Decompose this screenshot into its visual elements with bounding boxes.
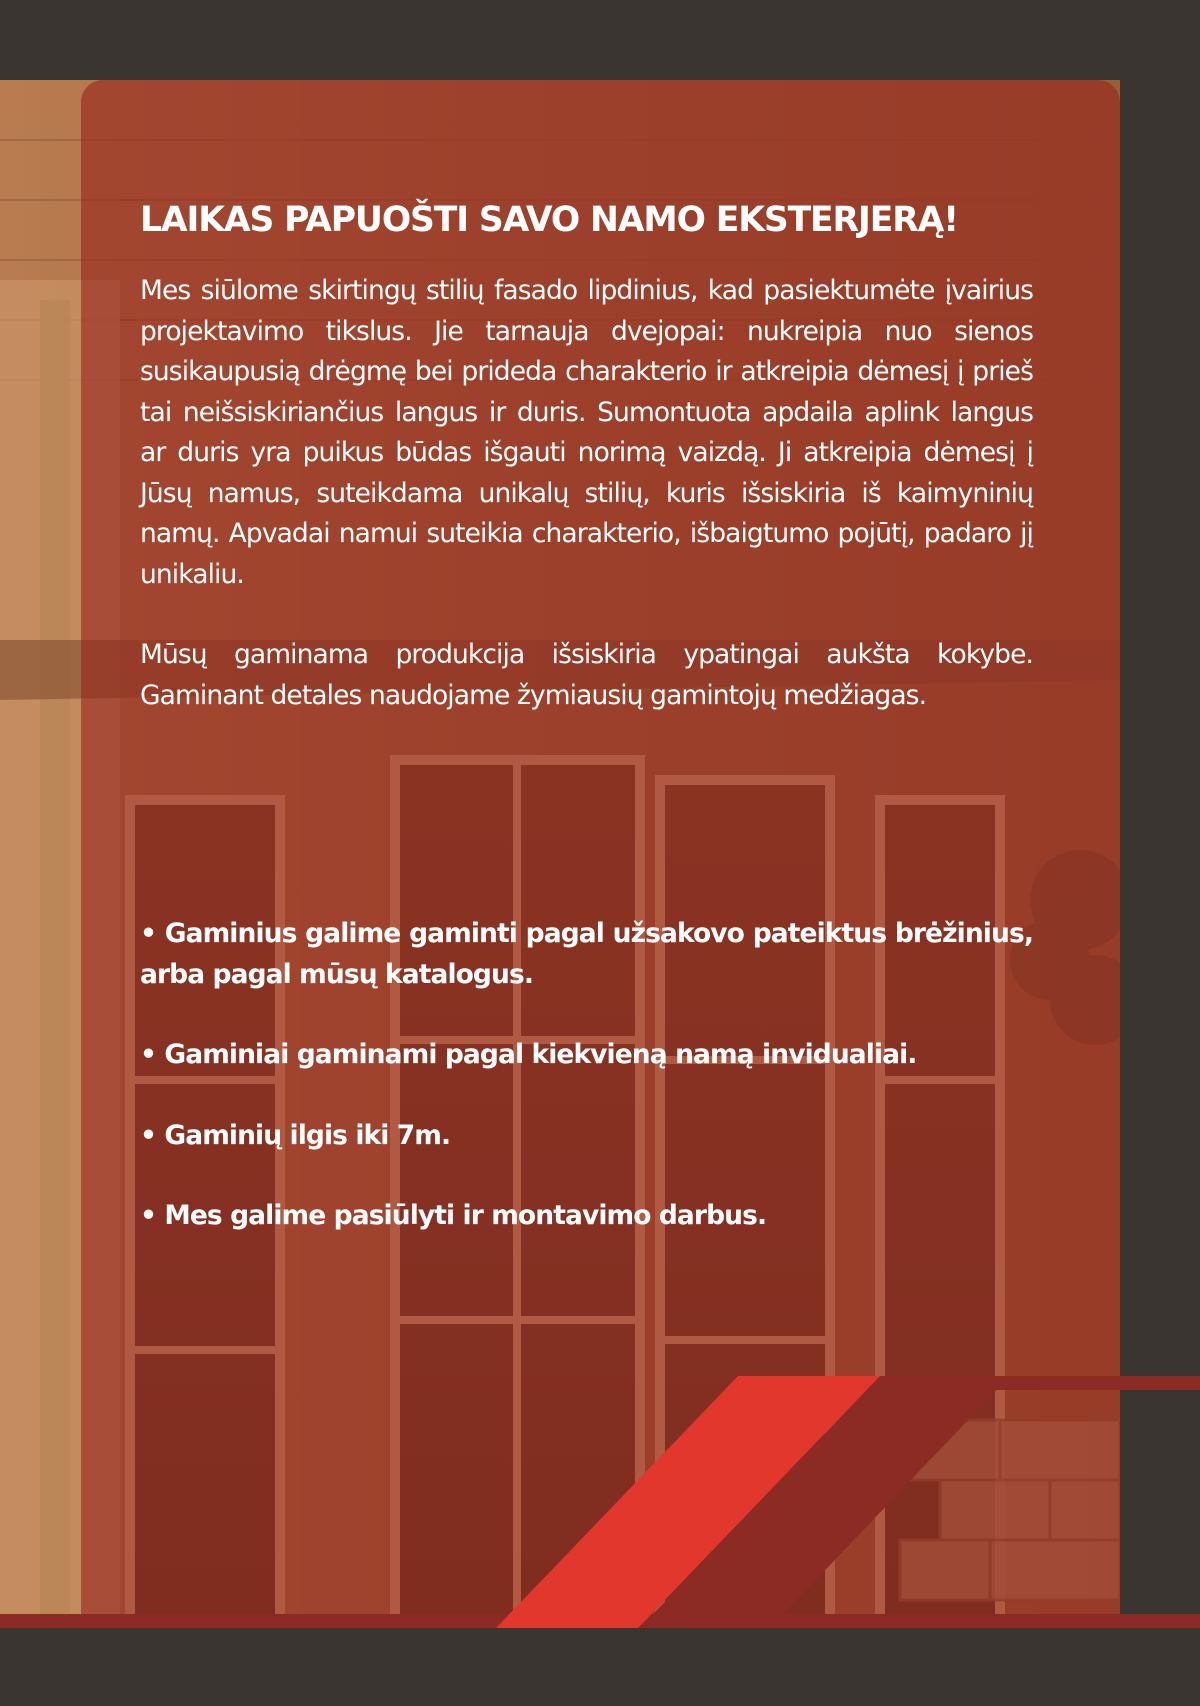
- feature-item: • Mes galime pasiūlyti ir montavimo darbus.: [140, 1200, 767, 1232]
- feature-item: • Gaminius galime gaminti pagal užsakovo pateiktus brėžinius, arba pagal mūsų katalogus.: [140, 918, 1033, 990]
- main-content: [140, 200, 1033, 1277]
- intro-paragraph: Mes siūlome skirtingų stilių fasado lipdinius, kad pasiektumėte įvairius projektavimo tikslus. Jie tarnauja dvejopai: nukreipia nuo sienos susikaupusią drėgmę bei prideda charakterio ir atkreipia dėmesį į prieš tai neišsiskiriančius langus ir duris. Sumontuota apdaila aplink langus ar duris yra puikus būdas išgauti norimą vaizdą. Ji atkreipia dėmesį į Jūsų namus, suteikdama unikalų stilių, kuris išsiskiria iš kaimyninių namų. Apvadai namui suteikia charakterio, išbaigtumo pojūtį, padaro jį unikaliu.: [140, 275, 1033, 590]
- quality-paragraph: Mūsų gaminama produkcija išsiskiria ypatingai aukšta kokybe. Gaminant detales naudojame žymiausių gamintojų medžiagas.: [140, 639, 1033, 711]
- feature-list: [140, 914, 1033, 1237]
- page-title: LAIKAS PAPUOŠTI SAVO NAMO EKSTERJERĄ!: [140, 200, 958, 240]
- feature-item: • Gaminių ilgis iki 7m.: [140, 1119, 451, 1151]
- feature-item: • Gaminiai gaminami pagal kiekvieną namą invidualiai.: [140, 1039, 917, 1071]
